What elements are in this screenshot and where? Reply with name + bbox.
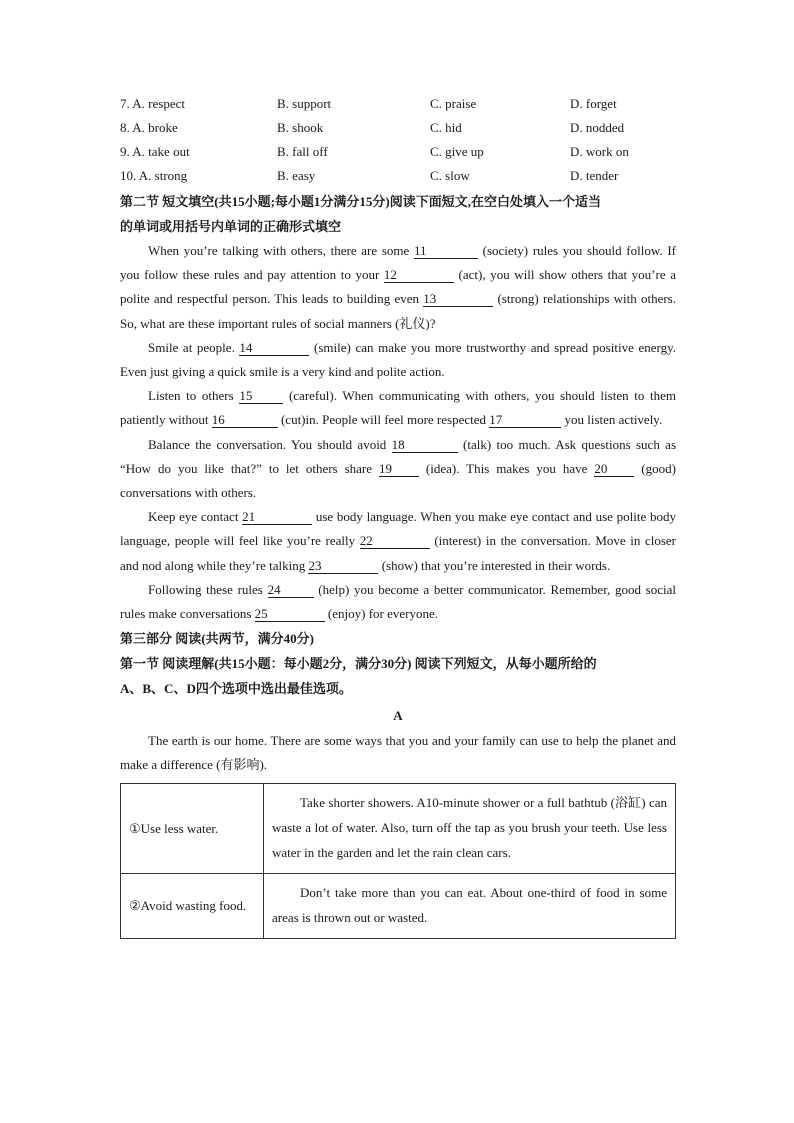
option-row-8 <box>120 116 676 140</box>
blank-19: 19 <box>379 461 419 477</box>
cloze-paragraph-3 <box>120 384 676 432</box>
table-row <box>121 783 676 873</box>
paragraph-text: (careful). When communicating with others, you should listen to them patiently without <box>120 388 676 428</box>
cloze-paragraph-2 <box>120 336 676 384</box>
paragraph-text: Following these rules <box>148 581 268 597</box>
part3-section1-line1: 第一节 阅读理解(共15小题：每小题2分，满分30分) 阅读下列短文，从每小题所给的 <box>120 656 597 672</box>
blank-15: 15 <box>239 388 283 404</box>
exam-page <box>120 92 676 939</box>
option-b: B. fall off <box>277 144 328 159</box>
tip-text: Take shorter showers. A10-minute shower or a full bathtub (浴缸) can waste a lot of water. Also, turn off the tap as you brush your teeth. Use less water in the garden and let the rain clean cars. <box>272 794 667 860</box>
option-row-10 <box>120 164 676 188</box>
options-list <box>120 92 676 188</box>
paragraph-text: (smile) can make you more trustworthy and spread positive energy. Even just giving a quick smile is a very kind and polite action. <box>120 339 676 380</box>
paragraph-text: (good) conversations with others. <box>120 460 676 501</box>
blank-17: 17 <box>489 412 561 428</box>
option-c: C. give up <box>430 144 484 159</box>
section2-heading-line2: 的单词或用括号内单词的正确形式填空 <box>120 219 342 234</box>
tip-text: Don’t take more than you can eat. About one-third of food in some areas is thrown out or wasted. <box>272 884 667 925</box>
cloze-paragraph-1 <box>120 239 676 336</box>
blank-12: 12 <box>384 267 454 283</box>
option-d: D. nodded <box>570 120 625 135</box>
paragraph-text: (society) rules you should follow. If you follow these rules and pay attention to your <box>120 243 676 283</box>
paragraph-text: (act), you will show others that you’re a polite and respectful person. This leads to building even <box>120 267 676 307</box>
paragraph-text: use body language. When you make eye contact and use polite body language, people will feel like you’re really <box>120 509 676 549</box>
paragraph-text: (idea). This makes you have <box>418 460 595 476</box>
part3-section1-line2: A、B、C、D四个选项中选出最佳选项。 <box>120 681 352 697</box>
passage-a-intro: The earth is our home. There are some ways that you and your family can use to help the planet and make a difference (有影响). <box>120 733 676 773</box>
tip-label: ②Avoid wasting food. <box>121 873 264 938</box>
cloze-paragraph-5 <box>120 505 676 578</box>
option-d: D. work on <box>570 144 629 159</box>
paragraph-text: Smile at people. <box>148 339 240 355</box>
tip-content <box>264 873 676 938</box>
passage-a-title: A <box>393 708 403 724</box>
option-a: 10. A. strong <box>120 168 188 183</box>
paragraph-text: you listen actively. <box>561 412 663 428</box>
option-b: B. shook <box>277 120 324 135</box>
option-c: C. hid <box>430 120 462 135</box>
paragraph-text: Listen to others <box>148 388 240 404</box>
option-a: 9. A. take out <box>120 144 190 159</box>
blank-16: 16 <box>212 412 278 428</box>
option-row-7 <box>120 92 676 116</box>
tip-label: ①Use less water. <box>121 783 264 873</box>
option-c: C. slow <box>430 168 470 183</box>
option-d: D. forget <box>570 96 617 111</box>
blank-20: 20 <box>594 461 634 477</box>
table-row <box>121 873 676 938</box>
blank-18: 18 <box>392 437 458 453</box>
blank-14: 14 <box>239 340 309 356</box>
option-a: 8. A. broke <box>120 120 178 135</box>
tips-table <box>120 783 676 939</box>
option-a: 7. A. respect <box>120 96 185 111</box>
paragraph-text: (show) that you’re interested in their words. <box>378 557 611 573</box>
paragraph-text: (help) you become a better communicator. Remember, good social rules make conversations <box>120 581 677 622</box>
paragraph-text: (strong) relationships with others. So, what are these important rules of social manners (礼仪)? <box>120 291 676 331</box>
blank-21: 21 <box>242 509 312 525</box>
option-b: B. support <box>277 96 332 111</box>
part3-heading: 第三部分 阅读(共两节，满分40分) <box>120 631 314 647</box>
paragraph-text: Keep eye contact <box>148 509 243 525</box>
blank-23: 23 <box>308 558 378 574</box>
blank-11: 11 <box>414 243 478 259</box>
paragraph-text: (talk) too much. Ask questions such as “How do you like that?” to let others share <box>120 436 676 476</box>
paragraph-text: When you’re talking with others, there are some <box>148 243 414 258</box>
option-d: D. tender <box>570 168 619 183</box>
blank-25: 25 <box>255 606 325 622</box>
paragraph-text: Balance the conversation. You should avoid <box>148 436 392 452</box>
paragraph-text: (cut)in. People will feel more respected <box>277 412 490 428</box>
blank-13: 13 <box>423 291 493 307</box>
option-c: C. praise <box>430 96 477 111</box>
blank-24: 24 <box>268 582 314 598</box>
option-b: B. easy <box>277 168 316 183</box>
cloze-paragraph-4 <box>120 433 676 506</box>
section2-heading-line1: 第二节 短文填空(共15小题;每小题1分满分15分)阅读下面短文,在空白处填入一个适当 <box>120 194 601 209</box>
tip-content <box>264 783 676 873</box>
paragraph-text: (interest) in the conversation. Move in closer and nod along while they’re talking <box>120 533 676 573</box>
paragraph-text: (enjoy) for everyone. <box>324 606 438 622</box>
option-row-9 <box>120 140 676 164</box>
blank-22: 22 <box>360 533 430 549</box>
cloze-paragraph-6 <box>120 578 676 626</box>
